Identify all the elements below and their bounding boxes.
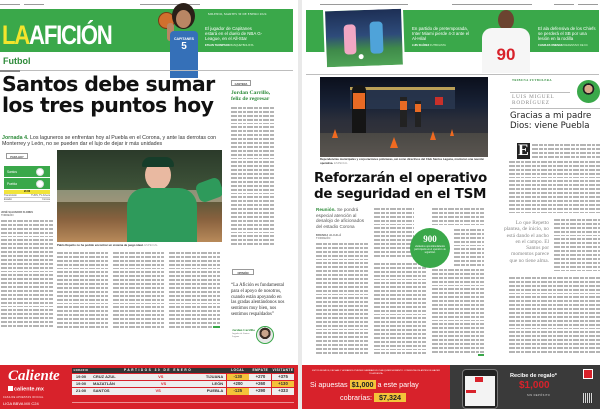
info-row: Transmisión TUDN, TV Azteca [4, 194, 50, 197]
promo-text: El jugador de Capitanes estará en el duelo de NBA G-League, en el All-Star [205, 26, 263, 42]
sidebar-heading: Jordan Carrillo, feliz de regresar [231, 90, 271, 102]
top-rule [452, 4, 532, 5]
section-title: Futbol [3, 56, 31, 66]
article-column-2 [57, 251, 108, 329]
traffic-cone [390, 137, 398, 148]
top-rule [554, 4, 574, 5]
article-column-1 [316, 242, 368, 356]
caliente-odds-ad[interactable] [0, 365, 298, 409]
player-jersey: CAPITANES 5 [170, 31, 198, 78]
end-mark [213, 326, 220, 328]
article-column-2b [374, 262, 426, 356]
column-rule [510, 92, 570, 93]
parlay-ad[interactable] [302, 365, 600, 409]
info-row: Estadio Corona [4, 198, 50, 201]
gift-amount: $1,000 [519, 380, 550, 391]
article-byline: BRENDA ALCALÁ TORREÓN [316, 234, 342, 240]
column-pull-quote: Lo que Repetto plantea, de inicio, no está dando el ancho en el campo. El Santos por momentos parece que no tiene alma. [503, 220, 549, 264]
columnist-avatar [577, 80, 600, 103]
pull-quote: “La Afición es fundamental para el apoyo de nosotros, cuando están apoyando en las gradas alentándonos nos sentimos muy bien, nos sentimos respaldados” [231, 283, 285, 317]
top-rule [140, 4, 200, 5]
article-column-2a [374, 207, 414, 259]
right-newspaper-page [302, 0, 600, 409]
caliente-logo: Caliente [8, 368, 60, 384]
match-info-box [4, 166, 50, 202]
santos-crest-icon [36, 168, 44, 176]
gift-title: Recibe de regalo* [510, 373, 557, 379]
chiefs-player-photo: 90 [482, 8, 530, 73]
top-rule [24, 4, 44, 5]
main-headline: Santos debe sumar los tres puntos hoy [2, 72, 215, 117]
secondary-headline: Reforzarán el operativo de seguridad en el TSM [314, 170, 488, 202]
photo-caption: Dependencias municipales y corporaciones policiacas, así como directivos del Club Santos Laguna, montaron una reunión operativa. ESPECIAL [320, 157, 485, 165]
article-column-3c [432, 268, 484, 356]
section-rule [306, 74, 599, 75]
column-text-intro [532, 143, 600, 159]
team-row-santos: Santos [4, 166, 50, 177]
columnist-name: LUIS MIGUEL RODRÍGUEZ [512, 94, 555, 106]
promo-byline: ETHAN THOMPSON BASQUETBOLISTA [205, 43, 254, 47]
article-column-3b [454, 228, 484, 266]
gift-note: SIN DEPÓSITO [527, 394, 551, 397]
headline-deck: Jornada 4. Los laguneros se enfrentan hoy al Puebla en el Corona, y ante las derrotas con Monterrey y León, no se pueden dar el lujo de dejar ir más unidades [2, 135, 217, 148]
promo2-blurb: El ala defensiva de los Chiefs se perderá el SB por una lesión en la rodilla CHARLES OMENIHU DEFENSIVO DE KC [538, 26, 596, 47]
ad-disclaimer: ESTOS MOMIOS, FECHAS Y HORARIOS PUEDEN CAMBIAR EN CUALQUIER MOMENTO. CONSÚLTALOS ANTES DE HACER TU APUESTA. [312, 370, 440, 375]
qr-code-icon[interactable] [583, 393, 593, 403]
jordan-carrillo-avatar [256, 326, 274, 344]
basketball-player-photo [140, 6, 210, 72]
promo1-blurb: En partido de pretemporada, Inter Miami pierde 4-3 ante el Al-Hilal LUIS SUÁREZ FUTBOLISTA [412, 26, 470, 47]
article-column-3a [432, 207, 484, 227]
coach-jacket [127, 188, 197, 242]
column-text-2 [554, 218, 600, 276]
photo-caption: Pablo Repetto no ha podido encontrar un sistema de juego ideal. ESPECIAL [57, 243, 158, 247]
coach-photo [57, 150, 222, 242]
quote-attribution: Jordan Carrillo Jugador de Santos Laguna [232, 328, 255, 338]
stat-badge-900: 900 elementos aproximadamente participarán en el operativo de seguridad. [410, 228, 450, 268]
left-newspaper-page [0, 0, 298, 409]
para-hoy-tag: PARA HOY [6, 153, 28, 159]
column-text-3 [509, 276, 600, 356]
match-time: 21:00 [4, 190, 50, 194]
odds-row[interactable]: 19:00 CRUZ AZUL VS TIJUANA -130 +270 +375 [72, 374, 294, 381]
opinion-tag: OPINIÓN [232, 269, 254, 275]
sidebar-text [231, 106, 275, 250]
promo-blurb [205, 26, 265, 48]
traffic-cone [450, 129, 454, 136]
caliente-app-icon [583, 369, 593, 379]
traffic-cone [430, 131, 436, 140]
security-operation-photo [320, 77, 488, 157]
column-rule [510, 108, 600, 109]
puebla-crest-icon [36, 180, 44, 188]
odds-row[interactable]: 21:00 SANTOS VS PUEBLA -125 +290 +333 [72, 388, 294, 395]
masthead-logo: LAAFICIÓN [2, 20, 112, 50]
parlay-line-2: cobrarías: $7,324 [340, 393, 406, 402]
liga-logo: LIGA BBVA MX C24 [3, 401, 39, 406]
cantera-tag: CANTERA [231, 80, 251, 86]
section-rule [0, 70, 293, 71]
player-head [176, 10, 191, 28]
end-mark [478, 354, 484, 356]
secondary-deck: Reunión. Se pondrá especial atención al desalojo de aficionados del estadio Corona [316, 207, 365, 229]
column-section-label: TRIBUNA FUTBOLERA [512, 78, 552, 82]
parlay-ad-dark-panel [450, 365, 600, 409]
odds-row[interactable]: 19:00 MAZATLÁN VS LEÓN +200 +260 +130 [72, 381, 294, 388]
article-column-1 [1, 219, 53, 329]
traffic-cone [332, 129, 338, 138]
article-column-3 [113, 251, 164, 329]
drop-cap: E [518, 142, 529, 159]
top-rule [320, 4, 408, 5]
phone-mockup-icon [462, 369, 498, 409]
column-text-1 [509, 160, 600, 214]
inter-miami-photo [323, 7, 405, 70]
parlay-line-1: Si apuestas $1,000 a este parlay [310, 380, 419, 389]
caliente-site: caliente.mx [8, 386, 44, 393]
team-row-puebla: Puebla [4, 178, 50, 189]
top-rule [578, 4, 598, 5]
caliente-app-icon [8, 386, 13, 391]
ad-fine-print [72, 402, 294, 403]
parlay-ad-red-panel [302, 365, 450, 409]
odds-table [72, 368, 294, 395]
column-title: Gracias a mi padre Dios: viene Puebla [510, 111, 592, 131]
coach-cap [142, 157, 174, 167]
article-column-4 [169, 251, 220, 329]
caliente-tagline: CASA DE APUESTAS OFICIAL [3, 396, 44, 399]
article-byline: JOSÉ SALVADOR FLORES TORREÓN [1, 211, 33, 217]
top-rule [0, 4, 20, 5]
issue-date: MILENIO, MARTES 30 DE ENERO 2024 [208, 12, 267, 16]
odds-header: HORARIO PARTIDOS 30 DE ENERO LOCAL EMPATE VISITANTE [73, 368, 294, 372]
